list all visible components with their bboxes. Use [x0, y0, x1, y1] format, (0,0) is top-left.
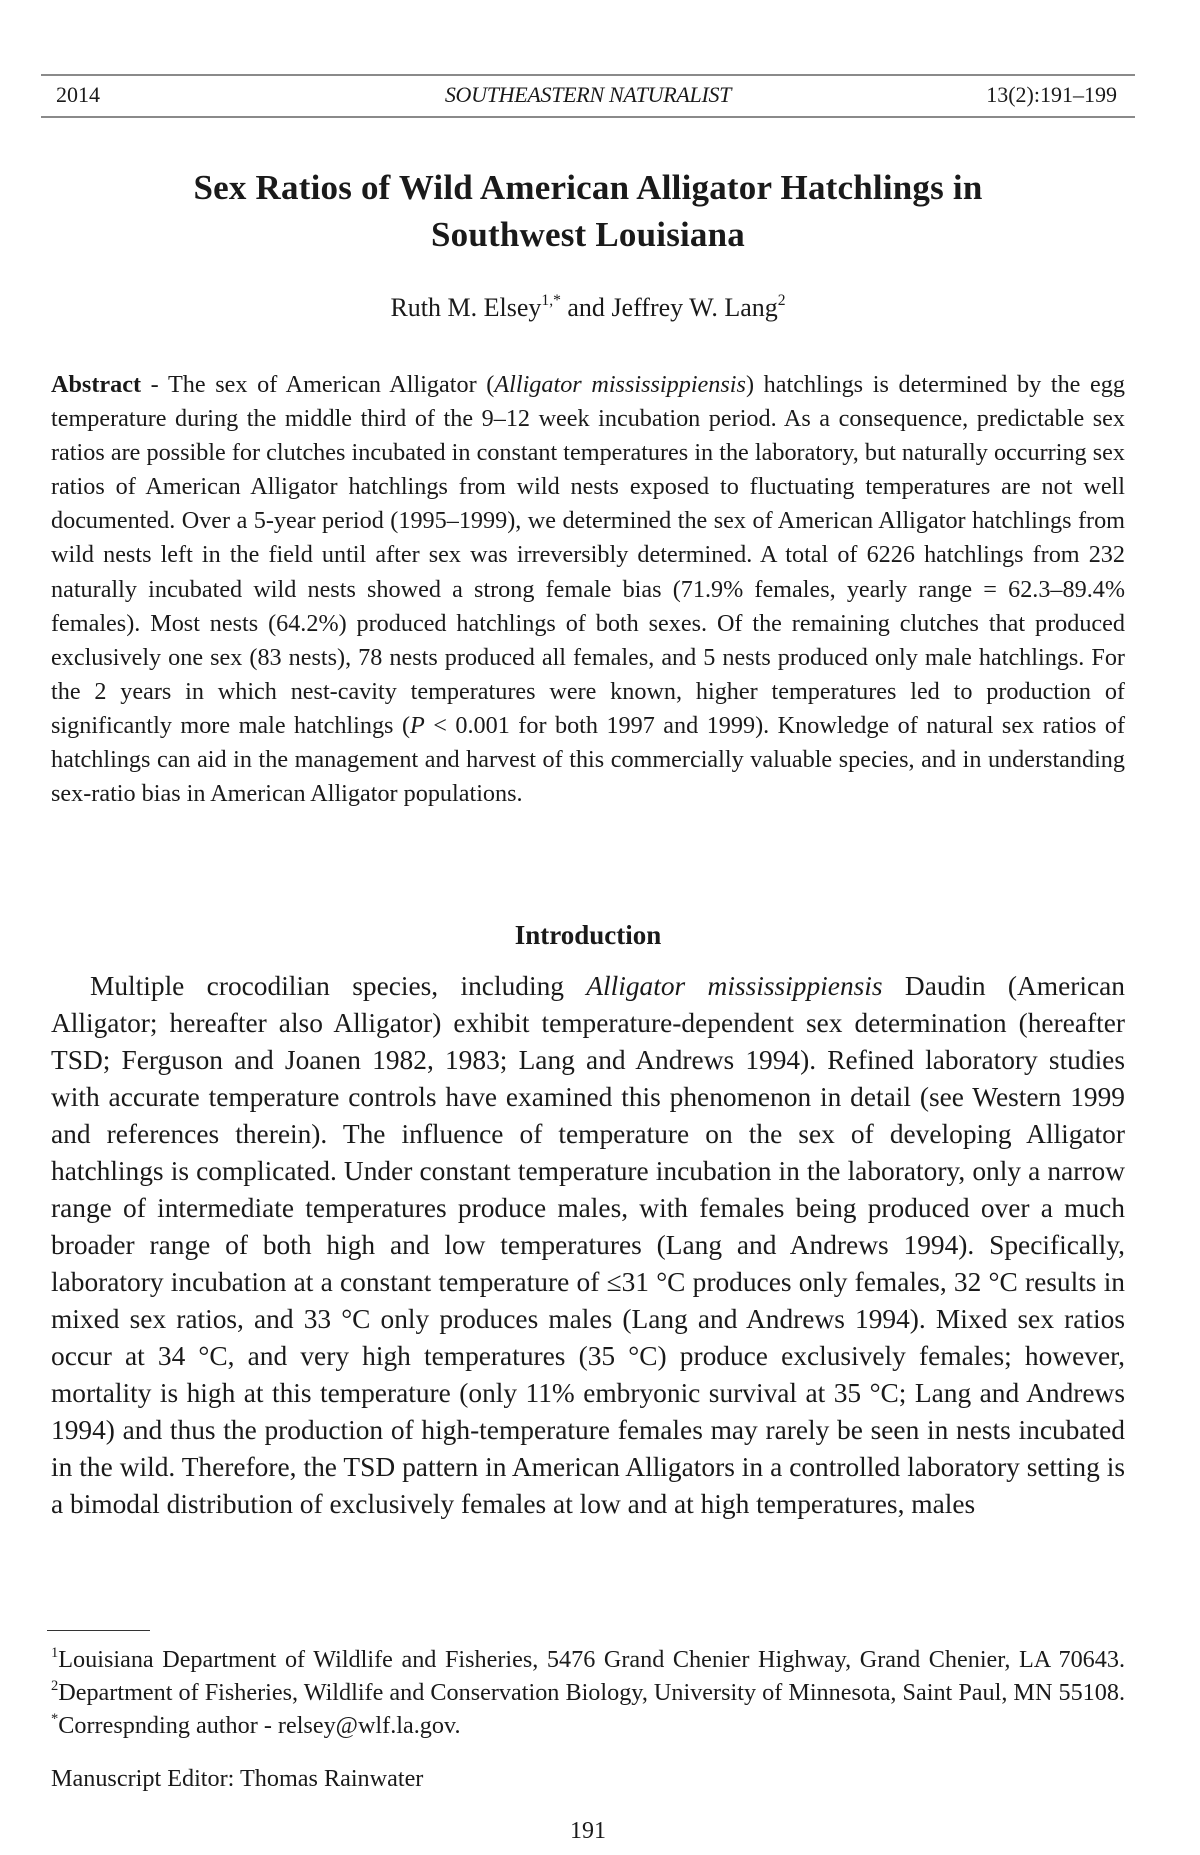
footnote-mark-star: * [51, 1710, 59, 1727]
corresponding-author: Correspnding author - relsey@wlf.la.gov. [58, 1712, 461, 1739]
intro-text-1: Multiple crocodilian species, including [90, 971, 587, 1001]
section-heading-introduction: Introduction [514, 920, 662, 950]
abstract [51, 368, 1125, 811]
author-2: Jeffrey W. Lang [611, 293, 778, 322]
abstract-text-1: The sex of American Alligator ( [167, 371, 495, 398]
manuscript-editor: Manuscript Editor: Thomas Rainwater [51, 1765, 424, 1792]
running-head-journal: SOUTHEASTERN NATURALIST [444, 82, 732, 107]
affiliation-1: Louisiana Department of Wildlife and Fisheries, 5476 Grand Chenier Highway, Grand Chenier, LA 70643. [58, 1646, 1125, 1673]
intro-species-name: Alligator mississippiensis [586, 971, 883, 1001]
title-line-2: Southwest Louisiana [430, 215, 746, 254]
author-joiner: and [560, 293, 612, 322]
running-head-volume-pages: 13(2):191–199 [986, 82, 1117, 107]
abstract-label: Abstract [51, 371, 142, 398]
footnote-mark-2: 2 [51, 1677, 59, 1694]
author-1-affiliation-mark: 1,* [541, 291, 561, 309]
affiliation-2: Department of Fisheries, Wildlife and Conservation Biology, University of Minnesota, Saint Paul, MN 55108. [58, 1679, 1125, 1706]
footnote-divider [47, 1630, 150, 1631]
author-list [51, 291, 1125, 325]
footnote-mark-1: 1 [51, 1644, 59, 1661]
abstract-p-symbol: P [410, 711, 425, 739]
title-line-1: Sex Ratios of Wild American Alligator Hatchlings in [193, 168, 983, 207]
author-1: Ruth M. Elsey [390, 293, 542, 322]
running-head [41, 74, 1135, 118]
author-2-affiliation-mark: 2 [777, 291, 786, 309]
intro-text-2: Daudin (American Alligator; hereafter also Alligator) exhibit temperature-dependent sex determination (hereafter TSD; Ferguson and Joanen 1982, 1983; Lang and Andrews 1994). Refined laboratory studies with accurate temperature controls have examined this phenomenon in detail (see Western 1999 and references therein). The influence of temperature on the sex of developing Alligator hatchlings is complicated. Under constant temperature incubation in the laboratory, only a narrow range of intermediate temperatures produce males, with females being produced over a much broader range of both high and low temperatures (Lang and Andrews 1994). Specifically, laboratory incubation at a constant temperature of ≤31 °C produces only females, 32 °C results in mixed sex ratios, and 33 °C only produces males (Lang and Andrews 1994). Mixed sex ratios occur at 34 °C, and very high temperatures (35 °C) produce exclusively females; however, mortality is high at this temperature (only 11% embryonic survival at 35 °C; Lang and Andrews 1994) and thus the production of high-temperature females may rarely be seen in nests incubated in the wild. Therefore, the TSD pattern in American Alligators in a controlled laboratory setting is a bimodal distribution of exclusively females at low and at high temperatures, males [51, 971, 1125, 1519]
abstract-species-name: Alligator mississippiensis [494, 371, 746, 398]
page-number: 191 [570, 1818, 606, 1844]
paper-title [51, 164, 1125, 258]
running-head-year: 2014 [56, 82, 100, 107]
introduction-body [51, 968, 1125, 1523]
abstract-text-3: < 0.001 for both 1997 and 1999). Knowledge of natural sex ratios of hatchlings can aid in the management and harvest of this commercially valuable species, and in understanding sex-ratio bias in American Alligator populations. [51, 711, 1125, 808]
abstract-text-2: ) hatchlings is determined by the egg temperature during the middle third of the 9–12 week incubation period. As a consequence, predictable sex ratios are possible for clutches incubated in constant temperatures in the laboratory, but naturally occurring sex ratios of American Alligator hatchlings from wild nests exposed to fluctuating temperatures are not well documented. Over a 5-year period (1995–1999), we determined the sex of American Alligator hatchlings from wild nests left in the field until after sex was irreversibly determined. A total of 6226 hatchlings from 232 naturally incubated wild nests showed a strong female bias (71.9% females, yearly range = 62.3–89.4% females). Most nests (64.2%) produced hatchlings of both sexes. Of the remaining clutches that produced exclusively one sex (83 nests), 78 nests produced all females, and 5 nests produced only male hatchlings. For the 2 years in which nest-cavity temperatures were known, higher temperatures led to production of significantly more male hatchlings ( [51, 371, 1125, 739]
footnotes [51, 1643, 1125, 1742]
abstract-separator: - [141, 371, 168, 398]
